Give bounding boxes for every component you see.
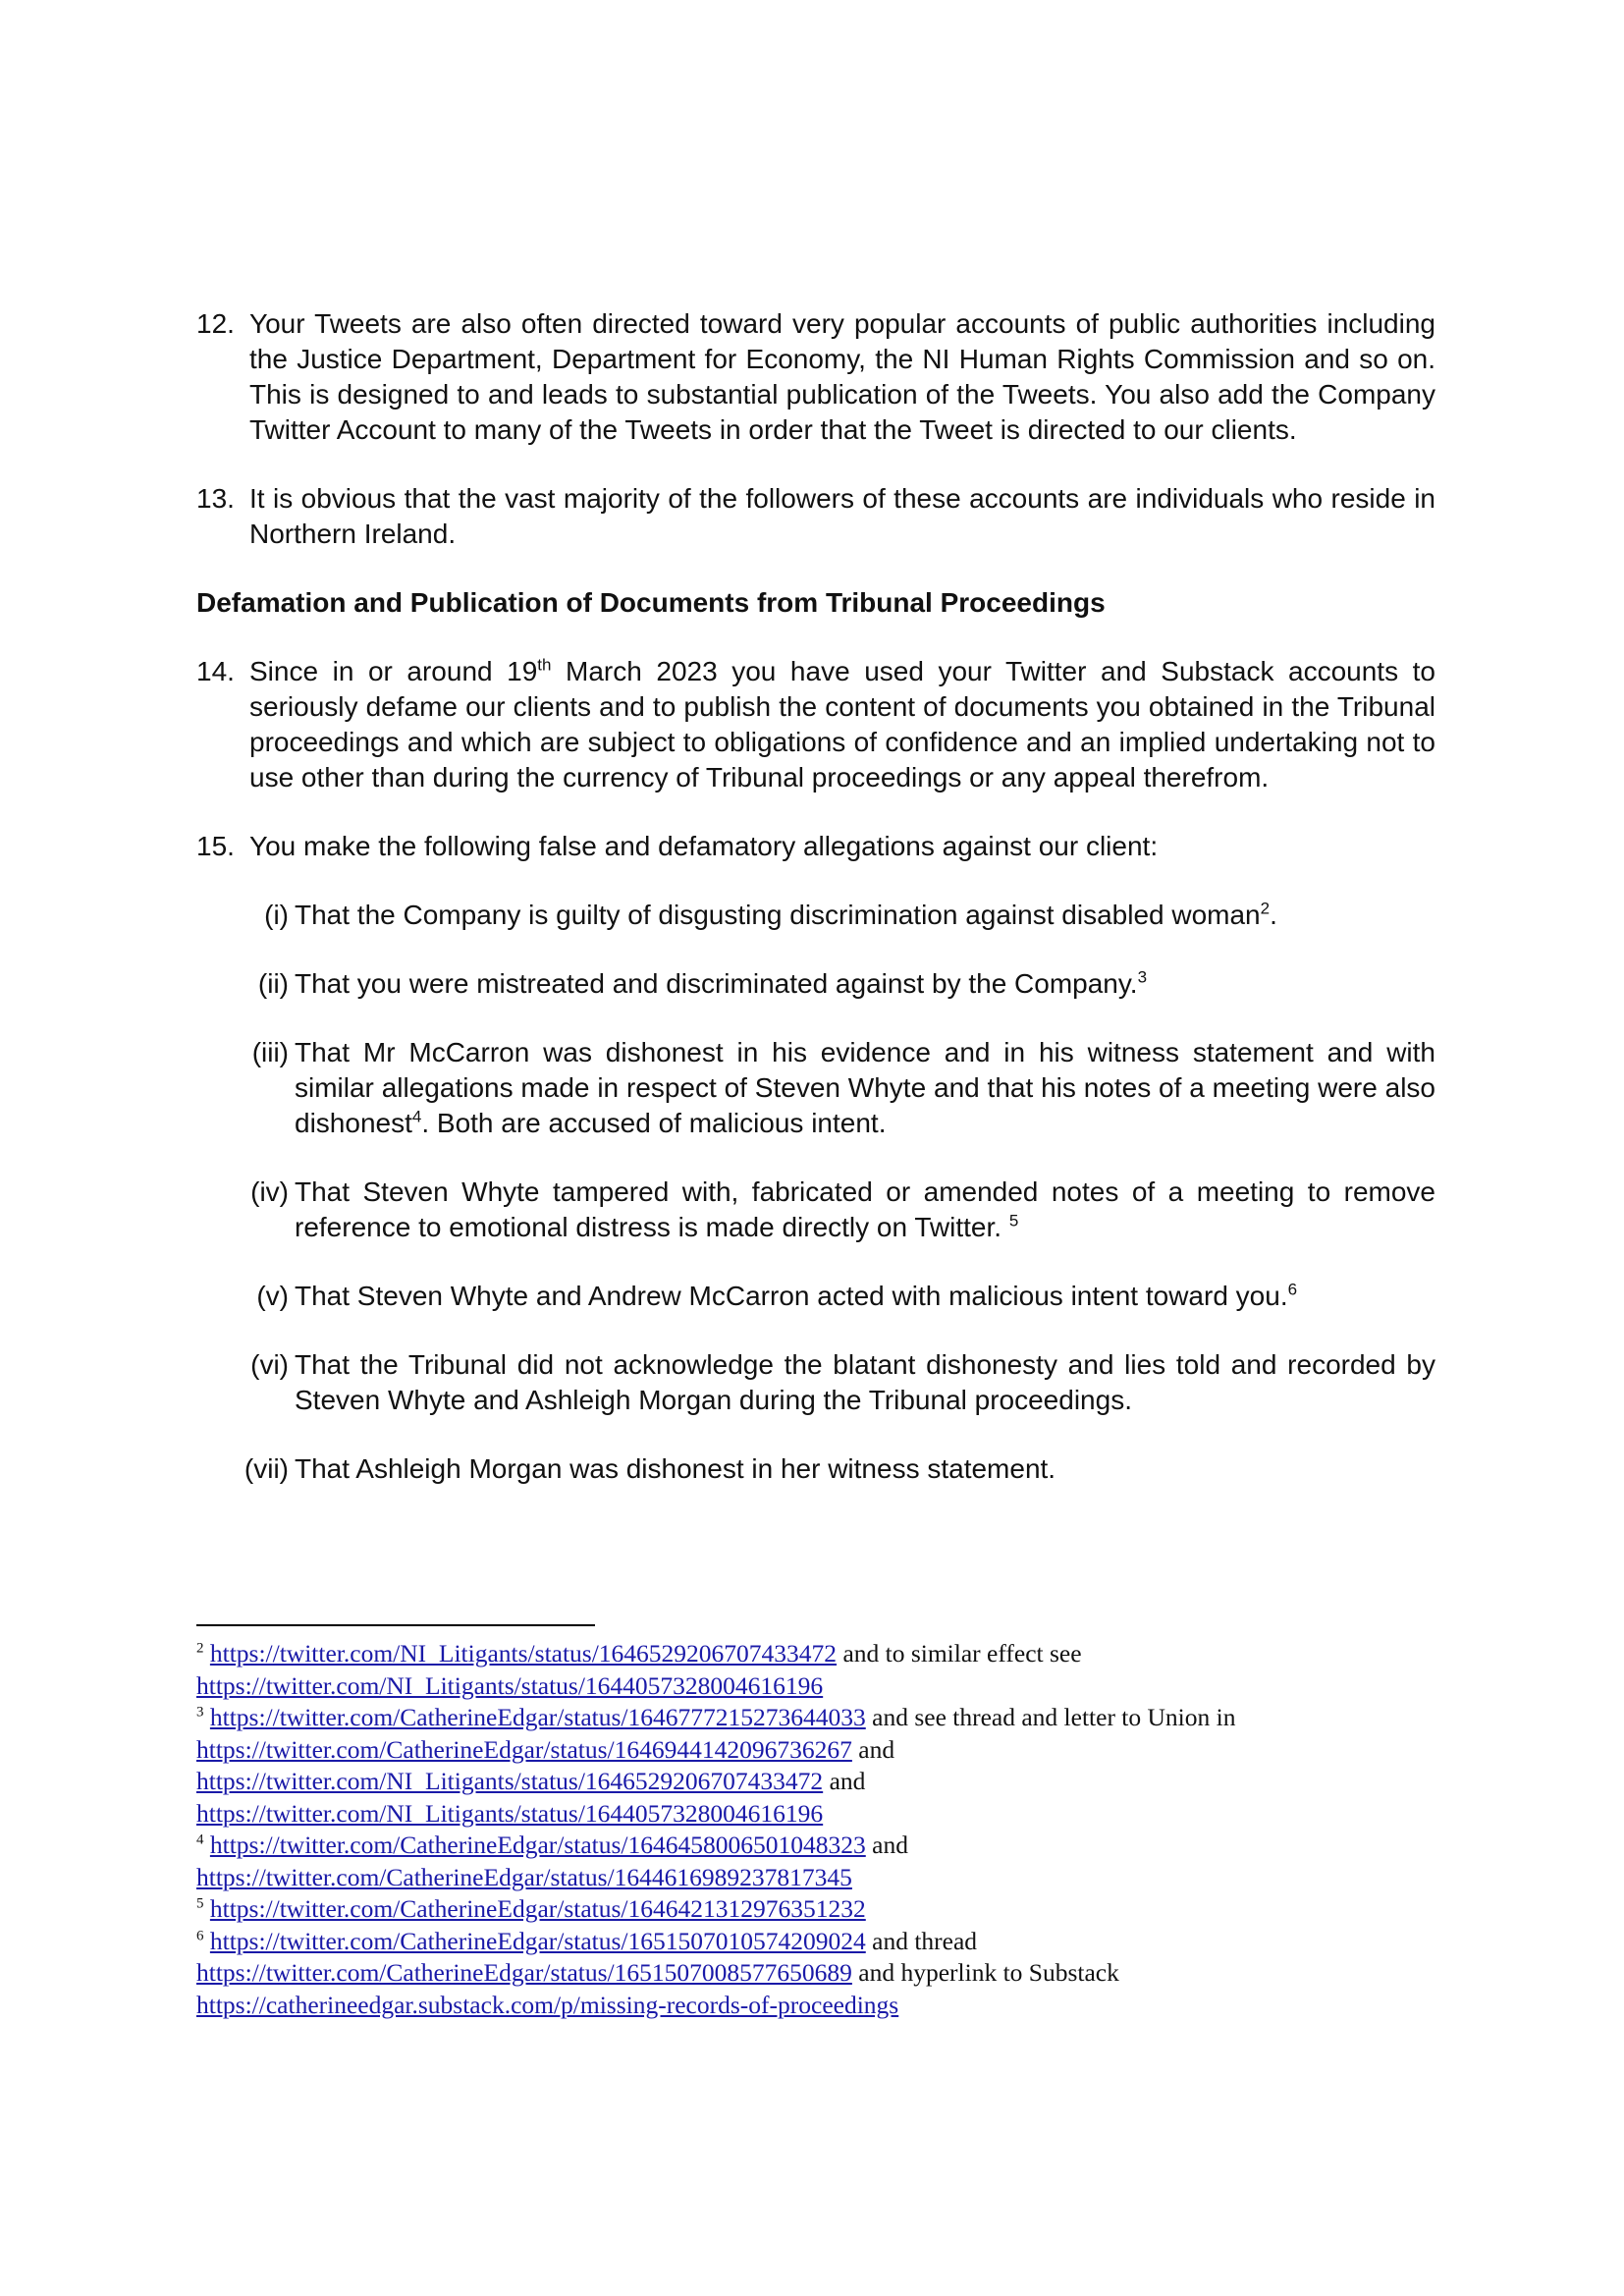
allegation-text: That the Company is guilty of disgusting discrimination against disabled woman bbox=[295, 900, 1261, 930]
footnote-link[interactable]: https://twitter.com/NI_Litigants/status/1646529206707433472 bbox=[196, 1767, 824, 1795]
footnote-6-cont bbox=[196, 1990, 1463, 2022]
allegation-item bbox=[196, 898, 1435, 933]
paragraph-text: It is obvious that the vast majority of the followers of these accounts are individuals who reside in Northern Ireland. bbox=[249, 483, 1435, 549]
paragraph-number: 15. bbox=[196, 831, 235, 861]
paragraph-text: Your Tweets are also often directed toward very popular accounts of public authorities including the Justice Department, Department for Economy, the NI Human Rights Commission and so on. This is designed to and leads to substantial publication of the Tweets. You also add the Company Twitter Account to many of the Tweets in order that the Tweet is directed to our clients. bbox=[249, 308, 1435, 445]
allegation-label: (iii) bbox=[251, 1037, 289, 1067]
paragraph-13 bbox=[196, 481, 1435, 552]
paragraph-number: 12. bbox=[196, 308, 235, 339]
footnote-6-cont bbox=[196, 1957, 1463, 1990]
footnote-link[interactable]: https://twitter.com/CatherineEdgar/status/1646458006501048323 bbox=[209, 1831, 866, 1859]
allegation-text: That Steven Whyte tampered with, fabricated or amended notes of a meeting to remove reference to emotional distress is made directly on Twitter. bbox=[295, 1176, 1435, 1242]
allegation-label: (i) bbox=[264, 900, 289, 930]
footnote-3 bbox=[196, 1702, 1463, 1734]
footnote-6 bbox=[196, 1926, 1463, 1958]
section-heading: Defamation and Publication of Documents from Tribunal Proceedings bbox=[196, 587, 1106, 618]
footnotes bbox=[196, 1638, 1463, 2021]
footnote-text: and thread bbox=[865, 1926, 978, 1955]
paragraph-text: You make the following false and defamatory allegations against our client: bbox=[249, 831, 1159, 861]
letter-body bbox=[196, 306, 1435, 1487]
footnote-3-cont bbox=[196, 1734, 1463, 1767]
paragraph-number: 14. bbox=[196, 656, 235, 686]
footnote-text: and hyperlink to Substack bbox=[851, 1958, 1119, 1987]
footnote-ref[interactable]: 3 bbox=[1137, 967, 1148, 987]
ordinal-suffix: th bbox=[537, 655, 552, 675]
allegation-text: That the Tribunal did not acknowledge the blatant dishonesty and lies told and recorded by Steven Whyte and Ashleigh Morgan during the Tribunal proceedings. bbox=[295, 1349, 1435, 1415]
paragraph-text-cont: March 2023 you have used your Twitter and Substack accounts to seriously defame our clients and to publish the content of documents you obtained in the Tribunal proceedings and which are subject to obligations of confidence and an implied undertaking not to use other than during the currency of Tribunal proceedings or any appeal therefrom. bbox=[249, 656, 1435, 793]
footnote-link[interactable]: https://twitter.com/NI_Litigants/status/1646529206707433472 bbox=[209, 1639, 838, 1667]
footnote-ref[interactable]: 5 bbox=[1008, 1211, 1019, 1230]
footnote-2-cont bbox=[196, 1670, 1463, 1703]
footnote-ref[interactable]: 6 bbox=[1287, 1280, 1298, 1299]
allegation-item bbox=[196, 1347, 1435, 1418]
footnote-ref[interactable]: 2 bbox=[1260, 899, 1271, 918]
allegation-text: That Steven Whyte and Andrew McCarron acted with malicious intent toward you. bbox=[295, 1281, 1288, 1311]
footnote-link[interactable]: https://twitter.com/CatherineEdgar/status/1651507010574209024 bbox=[209, 1926, 866, 1955]
footnote-number: 3 bbox=[196, 1704, 204, 1721]
footnote-link[interactable]: https://twitter.com/NI_Litigants/status/1644057328004616196 bbox=[196, 1798, 824, 1828]
allegation-item bbox=[196, 1175, 1435, 1245]
footnote-text: and bbox=[851, 1734, 895, 1764]
footnote-text: and see thread and letter to Union in bbox=[865, 1703, 1236, 1731]
footnote-separator bbox=[196, 1624, 595, 1626]
footnote-2 bbox=[196, 1638, 1463, 1670]
footnote-number: 6 bbox=[196, 1928, 204, 1943]
allegation-list bbox=[196, 898, 1435, 1487]
footnote-link[interactable]: https://twitter.com/CatherineEdgar/status/1646421312976351232 bbox=[209, 1894, 866, 1923]
paragraph-12 bbox=[196, 306, 1435, 448]
allegation-label: (iv) bbox=[250, 1176, 289, 1207]
footnote-text: and bbox=[865, 1831, 908, 1859]
allegation-item bbox=[196, 1279, 1435, 1314]
paragraph-number: 13. bbox=[196, 483, 235, 514]
footnote-link[interactable]: https://twitter.com/NI_Litigants/status/1644057328004616196 bbox=[196, 1670, 824, 1700]
paragraph-14 bbox=[196, 654, 1435, 795]
footnote-link[interactable]: https://twitter.com/CatherineEdgar/status/1646944142096736267 bbox=[196, 1734, 852, 1764]
footnote-number: 2 bbox=[196, 1640, 204, 1657]
footnote-ref[interactable]: 4 bbox=[411, 1107, 422, 1126]
allegation-label: (v) bbox=[256, 1281, 289, 1311]
footnote-text: and bbox=[823, 1767, 866, 1795]
footnote-3-cont bbox=[196, 1766, 1463, 1798]
allegation-item bbox=[196, 966, 1435, 1002]
allegation-item bbox=[196, 1451, 1435, 1487]
paragraph-text: Since in or around 19 bbox=[249, 656, 538, 686]
footnote-number: 5 bbox=[196, 1895, 204, 1912]
footnote-4-cont bbox=[196, 1862, 1463, 1894]
footnote-link[interactable]: https://catherineedgar.substack.com/p/missing-records-of-proceedings bbox=[196, 1990, 899, 2019]
footnote-link[interactable]: https://twitter.com/CatherineEdgar/status/1646777215273644033 bbox=[209, 1703, 866, 1731]
allegation-text-end: . Both are accused of malicious intent. bbox=[421, 1108, 887, 1138]
footnote-4 bbox=[196, 1830, 1463, 1862]
footnote-5 bbox=[196, 1893, 1463, 1926]
allegation-text: That Ashleigh Morgan was dishonest in her witness statement. bbox=[295, 1453, 1056, 1484]
allegation-text: That Mr McCarron was dishonest in his evidence and in his witness statement and with similar allegations made in respect of Steven Whyte and that his notes of a meeting were also dishonest bbox=[295, 1037, 1435, 1138]
footnote-link[interactable]: https://twitter.com/CatherineEdgar/status/1651507008577650689 bbox=[196, 1958, 852, 1987]
paragraph-15 bbox=[196, 829, 1435, 864]
allegation-text: That you were mistreated and discriminated against by the Company. bbox=[295, 968, 1138, 999]
allegation-label: (vi) bbox=[250, 1349, 289, 1380]
allegation-item bbox=[196, 1035, 1435, 1141]
allegation-label: (vii) bbox=[244, 1453, 289, 1484]
footnote-link[interactable]: https://twitter.com/CatherineEdgar/status/1644616989237817345 bbox=[196, 1862, 852, 1891]
footnote-number: 4 bbox=[196, 1831, 204, 1848]
footnote-text: and to similar effect see bbox=[837, 1639, 1082, 1667]
allegation-label: (ii) bbox=[257, 968, 289, 999]
footnote-3-cont bbox=[196, 1798, 1463, 1831]
allegation-text-end: . bbox=[1270, 900, 1277, 930]
